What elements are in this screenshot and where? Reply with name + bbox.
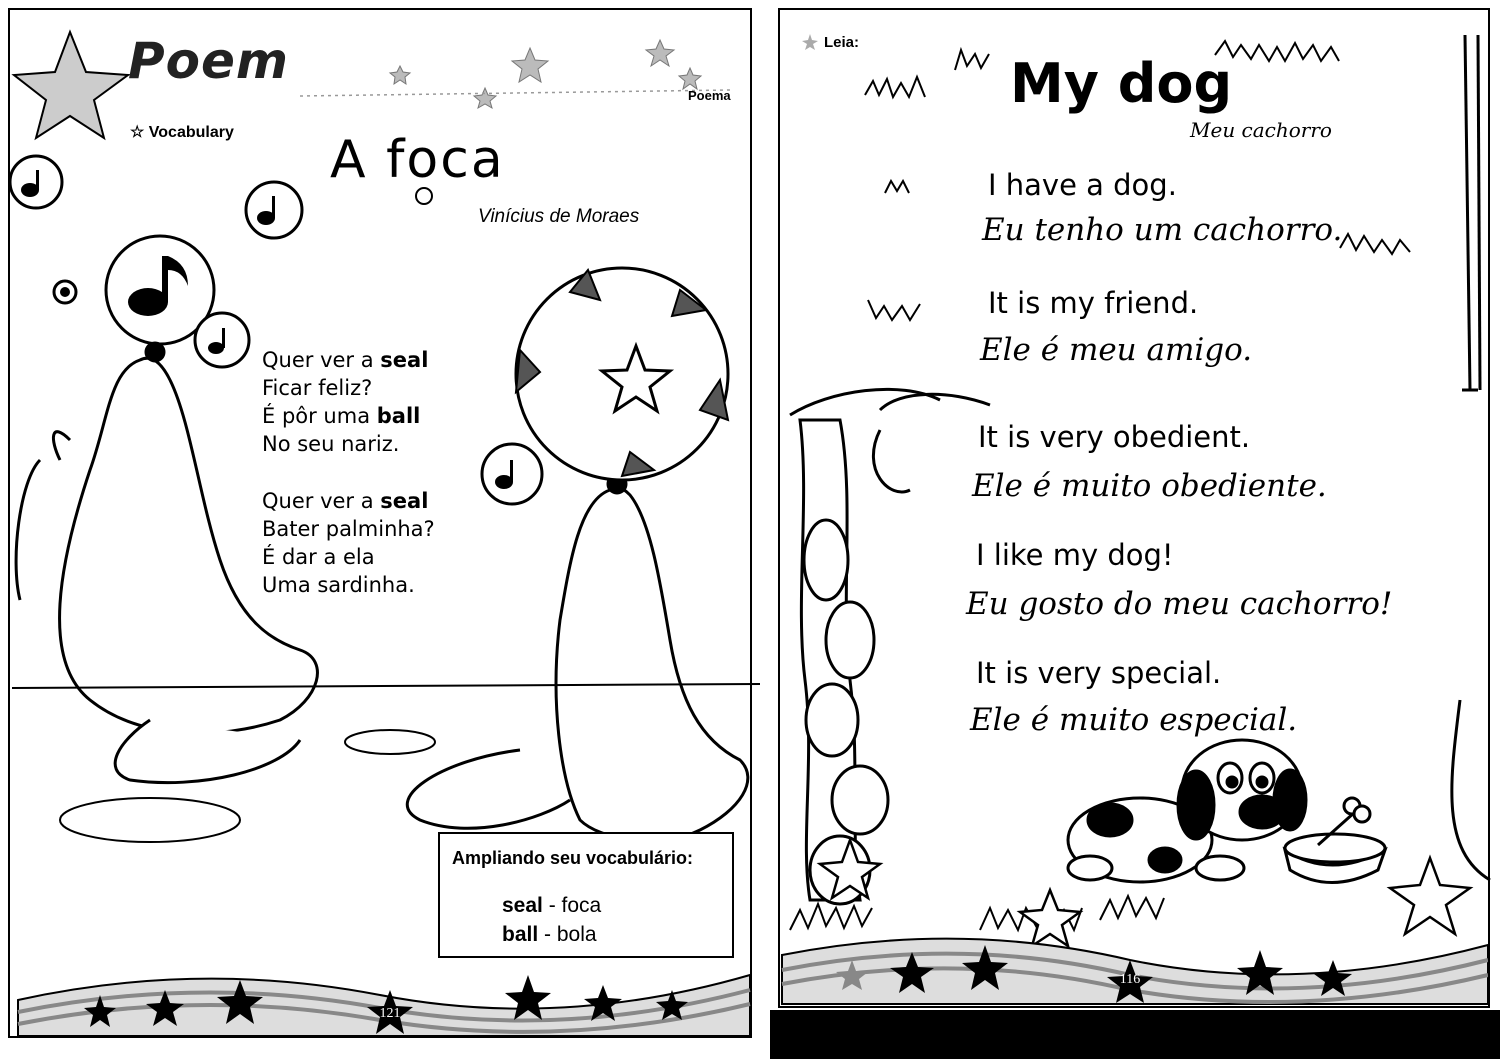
portuguese-line: Ele é muito especial. — [970, 702, 1298, 738]
vocabulary-box — [438, 832, 734, 958]
scan-bottom-bar — [770, 1010, 1500, 1059]
decorative-star-icon — [390, 40, 701, 108]
poem-line: É dar a ela — [262, 545, 375, 569]
vocabulary-label-text: Vocabulary — [148, 124, 234, 141]
vocabulary-label — [130, 122, 234, 142]
header-title: Poem — [128, 32, 290, 90]
header-subtitle: Poema — [688, 88, 731, 103]
poem-stanza-1 — [262, 346, 428, 458]
poem-line: Quer ver a seal — [262, 489, 429, 513]
poem-line: No seu nariz. — [262, 432, 400, 456]
poem-line: Uma sardinha. — [262, 573, 415, 597]
page-number: 121 — [379, 1006, 401, 1021]
poem-line: Quer ver a seal — [262, 348, 429, 372]
star-icon: ☆ — [130, 124, 149, 141]
poem-title: A foca — [330, 130, 505, 190]
page-subtitle: Meu cachorro — [1190, 118, 1332, 142]
poem-author: Vinícius de Moraes — [478, 206, 640, 227]
english-line: It is very obedient. — [978, 420, 1251, 454]
poem-line: Ficar feliz? — [262, 376, 373, 400]
poem-line: Bater palminha? — [262, 517, 435, 541]
header-star-icon — [14, 32, 128, 138]
seal-illustration — [407, 475, 748, 841]
english-line: It is my friend. — [988, 286, 1199, 320]
english-line: It is very special. — [976, 656, 1222, 690]
portuguese-line: Ele é muito obediente. — [972, 468, 1327, 504]
ball-illustration — [516, 268, 728, 480]
english-line: I like my dog! — [976, 538, 1174, 572]
vocabulary-entry: seal - foca — [502, 894, 602, 917]
portuguese-line: Eu tenho um cachorro. — [982, 212, 1343, 248]
vocabulary-box-heading: Ampliando seu vocabulário: — [452, 848, 694, 868]
vocabulary-entry: ball - bola — [502, 923, 597, 946]
portuguese-line: Eu gosto do meu cachorro! — [966, 586, 1393, 622]
portuguese-line: Ele é meu amigo. — [980, 332, 1253, 368]
poem-stanza-2 — [262, 487, 435, 599]
poem-line: É pôr uma ball — [262, 404, 421, 428]
english-line: I have a dog. — [988, 168, 1177, 202]
leia-label: Leia: — [824, 34, 860, 51]
right-page — [778, 8, 1490, 1008]
page-number: 116 — [1119, 972, 1141, 987]
page-title: My dog — [1010, 52, 1233, 115]
